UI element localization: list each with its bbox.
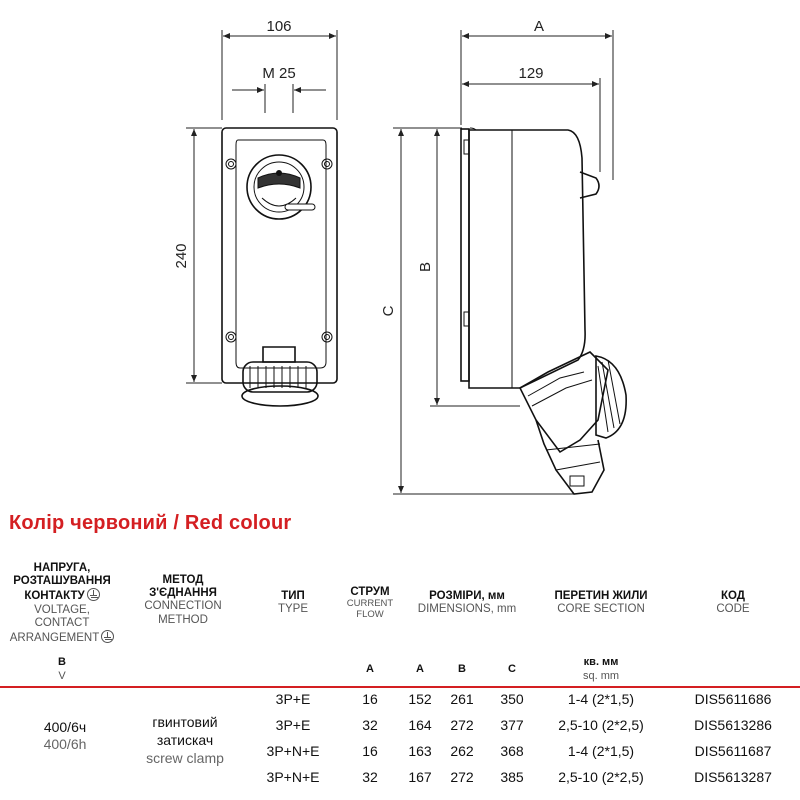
cell-code: DIS5613287 bbox=[694, 769, 772, 785]
cell-current: 32 bbox=[362, 717, 378, 733]
header-method-en-2: METHOD bbox=[158, 613, 208, 626]
cell-c: 377 bbox=[500, 717, 524, 733]
thread-size-label: M 25 bbox=[262, 65, 296, 82]
method-value-ua-2: затискач bbox=[156, 732, 214, 748]
unit-dimension-b: B bbox=[458, 663, 466, 675]
unit-dimension-a: А bbox=[416, 663, 424, 675]
header-type bbox=[258, 590, 328, 616]
earth-icon bbox=[87, 588, 100, 601]
cell-core: 1-4 (2*1,5) bbox=[567, 691, 635, 707]
unit-voltage-ua: В bbox=[58, 656, 66, 668]
front-view bbox=[173, 18, 337, 406]
front-height-label: 240 bbox=[173, 243, 190, 269]
dimension-c-label: C bbox=[380, 305, 397, 317]
header-method-en-1: CONNECTION bbox=[144, 600, 222, 613]
voltage-value-ua: 400/6ч bbox=[43, 719, 87, 735]
header-core-ua: ПЕРЕТИН ЖИЛИ bbox=[554, 590, 648, 602]
cell-a: 167 bbox=[408, 769, 432, 785]
header-dimensions-en: DIMENSIONS, mm bbox=[417, 603, 517, 616]
unit-core-en: sq. mm bbox=[582, 670, 620, 682]
spec-table bbox=[0, 562, 800, 800]
cell-type: 3P+N+E bbox=[266, 743, 320, 759]
side-view bbox=[380, 18, 626, 494]
earth-icon bbox=[101, 630, 114, 643]
cell-b: 262 bbox=[450, 743, 474, 759]
dimension-b-label: B bbox=[417, 261, 434, 273]
header-voltage bbox=[0, 562, 124, 645]
cell-b: 272 bbox=[450, 717, 474, 733]
header-current-en-2: FLOW bbox=[356, 609, 384, 621]
header-type-en: TYPE bbox=[277, 603, 309, 616]
cell-current: 16 bbox=[362, 743, 378, 759]
cell-type: 3P+E bbox=[275, 717, 311, 733]
header-code-en: CODE bbox=[716, 603, 750, 616]
header-voltage-en-2: CONTACT bbox=[34, 616, 90, 629]
header-current-en-1: CURRENT bbox=[346, 598, 394, 610]
unit-current: А bbox=[366, 663, 374, 675]
method-value-en: screw clamp bbox=[146, 750, 224, 766]
cell-current: 16 bbox=[362, 691, 378, 707]
header-method-ua-1: МЕТОД bbox=[162, 574, 204, 586]
header-voltage-ua-3: КОНТАКТУ bbox=[0, 588, 124, 603]
cell-c: 385 bbox=[500, 769, 524, 785]
header-voltage-ua-2: РОЗТАШУВАННЯ bbox=[13, 575, 111, 588]
cell-type: 3P+E bbox=[275, 691, 311, 707]
cell-type: 3P+N+E bbox=[266, 769, 320, 785]
header-method-ua-2: З'ЄДНАННЯ bbox=[149, 587, 217, 600]
cell-code: DIS5613286 bbox=[694, 717, 772, 733]
socket-ring-icon bbox=[242, 347, 318, 406]
header-current-ua: СТРУМ bbox=[350, 586, 390, 598]
voltage-value-en: 400/6h bbox=[43, 736, 87, 752]
header-dimensions-ua: РОЗМІРИ, мм bbox=[429, 590, 505, 602]
cell-code: DIS5611687 bbox=[694, 743, 772, 759]
cell-code: DIS5611686 bbox=[694, 691, 772, 707]
cell-a: 163 bbox=[408, 743, 432, 759]
cell-current: 32 bbox=[362, 769, 378, 785]
cell-c: 368 bbox=[500, 743, 524, 759]
switch-knob-icon bbox=[247, 155, 315, 219]
method-value-ua-1: гвинтовий bbox=[152, 714, 218, 730]
header-current bbox=[338, 586, 402, 621]
cell-core: 1-4 (2*1,5) bbox=[567, 743, 635, 759]
cell-a: 152 bbox=[408, 691, 432, 707]
header-code bbox=[690, 590, 776, 616]
cell-b: 261 bbox=[450, 691, 474, 707]
unit-core-ua: кв. мм bbox=[583, 656, 619, 668]
header-core-en: CORE SECTION bbox=[557, 603, 645, 616]
header-voltage-ua-1: НАПРУГА, bbox=[33, 562, 91, 574]
header-method bbox=[130, 574, 236, 627]
header-voltage-en-3: ARRANGEMENT bbox=[0, 630, 124, 645]
cell-b: 272 bbox=[450, 769, 474, 785]
cell-core: 2,5-10 (2*2,5) bbox=[558, 717, 644, 733]
colour-title: Колір червоний / Red colour bbox=[9, 512, 292, 534]
side-depth-label: 129 bbox=[518, 65, 544, 82]
header-core bbox=[536, 590, 666, 616]
header-voltage-en-1: VOLTAGE, bbox=[34, 603, 90, 616]
unit-dimension-c: C bbox=[508, 663, 516, 675]
inclined-socket-icon bbox=[520, 352, 626, 494]
cell-core: 2,5-10 (2*2,5) bbox=[558, 769, 644, 785]
header-dimensions bbox=[402, 590, 532, 616]
cell-c: 350 bbox=[500, 691, 524, 707]
cell-a: 164 bbox=[408, 717, 432, 733]
unit-voltage-en: V bbox=[58, 670, 66, 682]
mounting-screw-icon bbox=[226, 159, 332, 342]
table-header-rule bbox=[0, 686, 800, 688]
header-type-ua: ТИП bbox=[281, 590, 305, 602]
dimension-a-label: A bbox=[533, 18, 545, 35]
front-width-label: 106 bbox=[266, 18, 292, 35]
header-code-ua: КОД bbox=[720, 590, 745, 602]
